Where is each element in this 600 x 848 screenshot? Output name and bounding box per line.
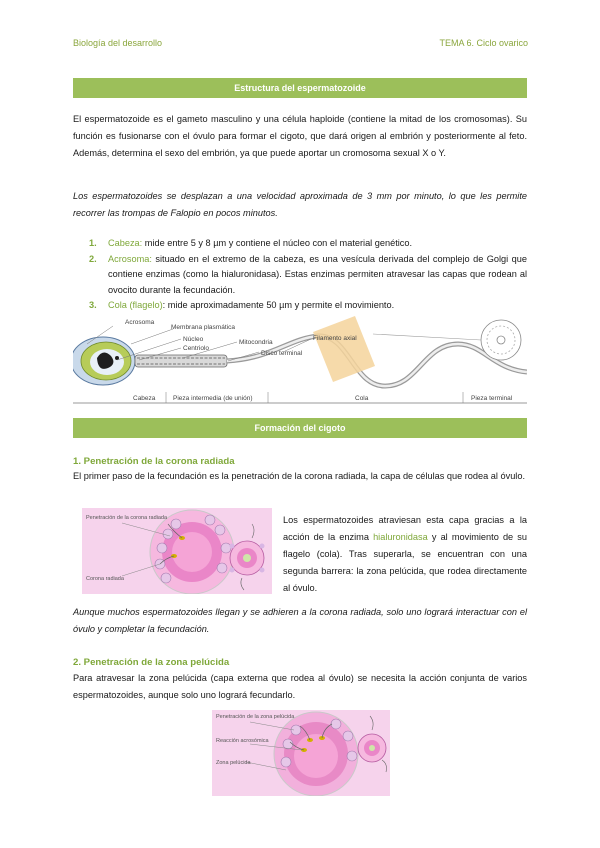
term-acrosoma: Acrosoma bbox=[108, 253, 150, 264]
corona-radiada-figure bbox=[82, 508, 272, 594]
label-membrana: Membrana plasmática bbox=[171, 324, 235, 331]
term-hialuronidasa: hialuronidasa bbox=[373, 532, 428, 542]
section-title-structure: Estructura del espermatozoide bbox=[73, 78, 527, 98]
label-acrosoma: Acrosoma bbox=[125, 319, 155, 326]
sperm-parts-list bbox=[73, 236, 527, 314]
label-mitocondria: Mitocondria bbox=[239, 339, 273, 346]
list-item bbox=[73, 298, 527, 314]
header-subject: Biología del desarrollo bbox=[73, 38, 163, 48]
term-separator: : bbox=[139, 238, 143, 248]
term-cabeza: Cabeza bbox=[108, 238, 140, 248]
term-cola: Cola (flagelo) bbox=[108, 300, 163, 310]
corona-paragraph: El primer paso de la fecundación es la penetración de la corona radiada, la capa de células que rodea al óvulo. bbox=[73, 471, 526, 481]
corona-side-text bbox=[283, 512, 527, 597]
subheading-corona: 1. Penetración de la corona radiada bbox=[73, 456, 235, 467]
zona-pelucida-figure bbox=[212, 710, 390, 796]
corona-note: Aunque muchos espermatozoides llegan y se adhieren a la corona radiada, solo uno logrará interactuar con el óvulo y completar la fecundación. bbox=[73, 607, 527, 634]
section-title-cigoto: Formación del cigoto bbox=[73, 418, 527, 438]
term-separator: : bbox=[149, 253, 152, 264]
label-reaccion-acrosomica: Reacción acrosómica bbox=[216, 738, 269, 744]
intro-paragraph: El espermatozoide es el gameto masculino y una célula haploide (contiene la mitad de los cromosomas). Su función es fusionarse con el óvulo para formar el cigoto, que dará origen al embrión y posteriormente al feto. Además, determina el sexo del embrión, ya que puede aportar un cromosoma sexual X o Y. bbox=[73, 114, 527, 158]
label-penetracion-zona: Penetración de la zona pelúcida bbox=[216, 714, 295, 720]
list-number: 3. bbox=[89, 300, 97, 310]
list-item bbox=[73, 252, 527, 299]
label-corona-radiada: Corona radiada bbox=[86, 576, 124, 582]
list-text: mide aproximadamente 50 µm y permite el movimiento. bbox=[165, 300, 395, 310]
header-topic: TEMA 6. Ciclo ovarico bbox=[439, 38, 528, 48]
label-nucleo: Núcleo bbox=[183, 336, 204, 343]
list-text: situado en el extremo de la cabeza, es una vesícula derivada del complejo de Golgi que contiene enzimas (como la hialuronidasa). Estas enzimas permiten atravesar las capas que rodean al ovocito durante la fecundación. bbox=[108, 253, 527, 295]
side-text-pre: Los espermatozoides atraviesan esta capa gracias a la acción de la enzima bbox=[283, 515, 527, 542]
label-disco: Disco terminal bbox=[261, 350, 303, 357]
speed-note: Los espermatozoides se desplazan a una velocidad aproximada de 3 mm por minuto, lo que les permite recorrer las trompas de Falopio en pocos minutos. bbox=[73, 191, 527, 218]
label-centriolo: Centriolo bbox=[183, 345, 210, 352]
list-text: mide entre 5 y 8 µm y contiene el núcleo con el material genético. bbox=[142, 238, 413, 248]
label-zona-pelucida: Zona pelúcida bbox=[216, 760, 251, 766]
label-penetracion-corona: Penetración de la corona radiada bbox=[86, 515, 168, 521]
label-cola: Cola bbox=[355, 395, 369, 402]
list-number: 2. bbox=[89, 253, 97, 264]
term-separator: : bbox=[162, 300, 166, 310]
list-number: 1. bbox=[89, 238, 97, 248]
label-pieza-terminal: Pieza terminal bbox=[471, 395, 513, 402]
label-cabeza: Cabeza bbox=[133, 395, 156, 402]
label-filamento: Filamento axial bbox=[313, 335, 357, 342]
side-text-post: y al movimiento de su flagelo (cola). Tras superarla, se encuentran con una segunda barrera: la zona pelúcida, que rodea directamente al óvulo. bbox=[283, 532, 527, 593]
subheading-zona: 2. Penetración de la zona pelúcida bbox=[73, 657, 230, 668]
sperm-diagram bbox=[73, 314, 527, 406]
list-item bbox=[73, 236, 527, 252]
label-pieza-intermedia: Pieza intermedia (de unión) bbox=[173, 395, 253, 402]
zona-paragraph: Para atravesar la zona pelúcida (capa externa que rodea al óvulo) se necesita la acción conjunta de varios espermatozoides, aunque solo uno logrará fecundarlo. bbox=[73, 673, 527, 700]
